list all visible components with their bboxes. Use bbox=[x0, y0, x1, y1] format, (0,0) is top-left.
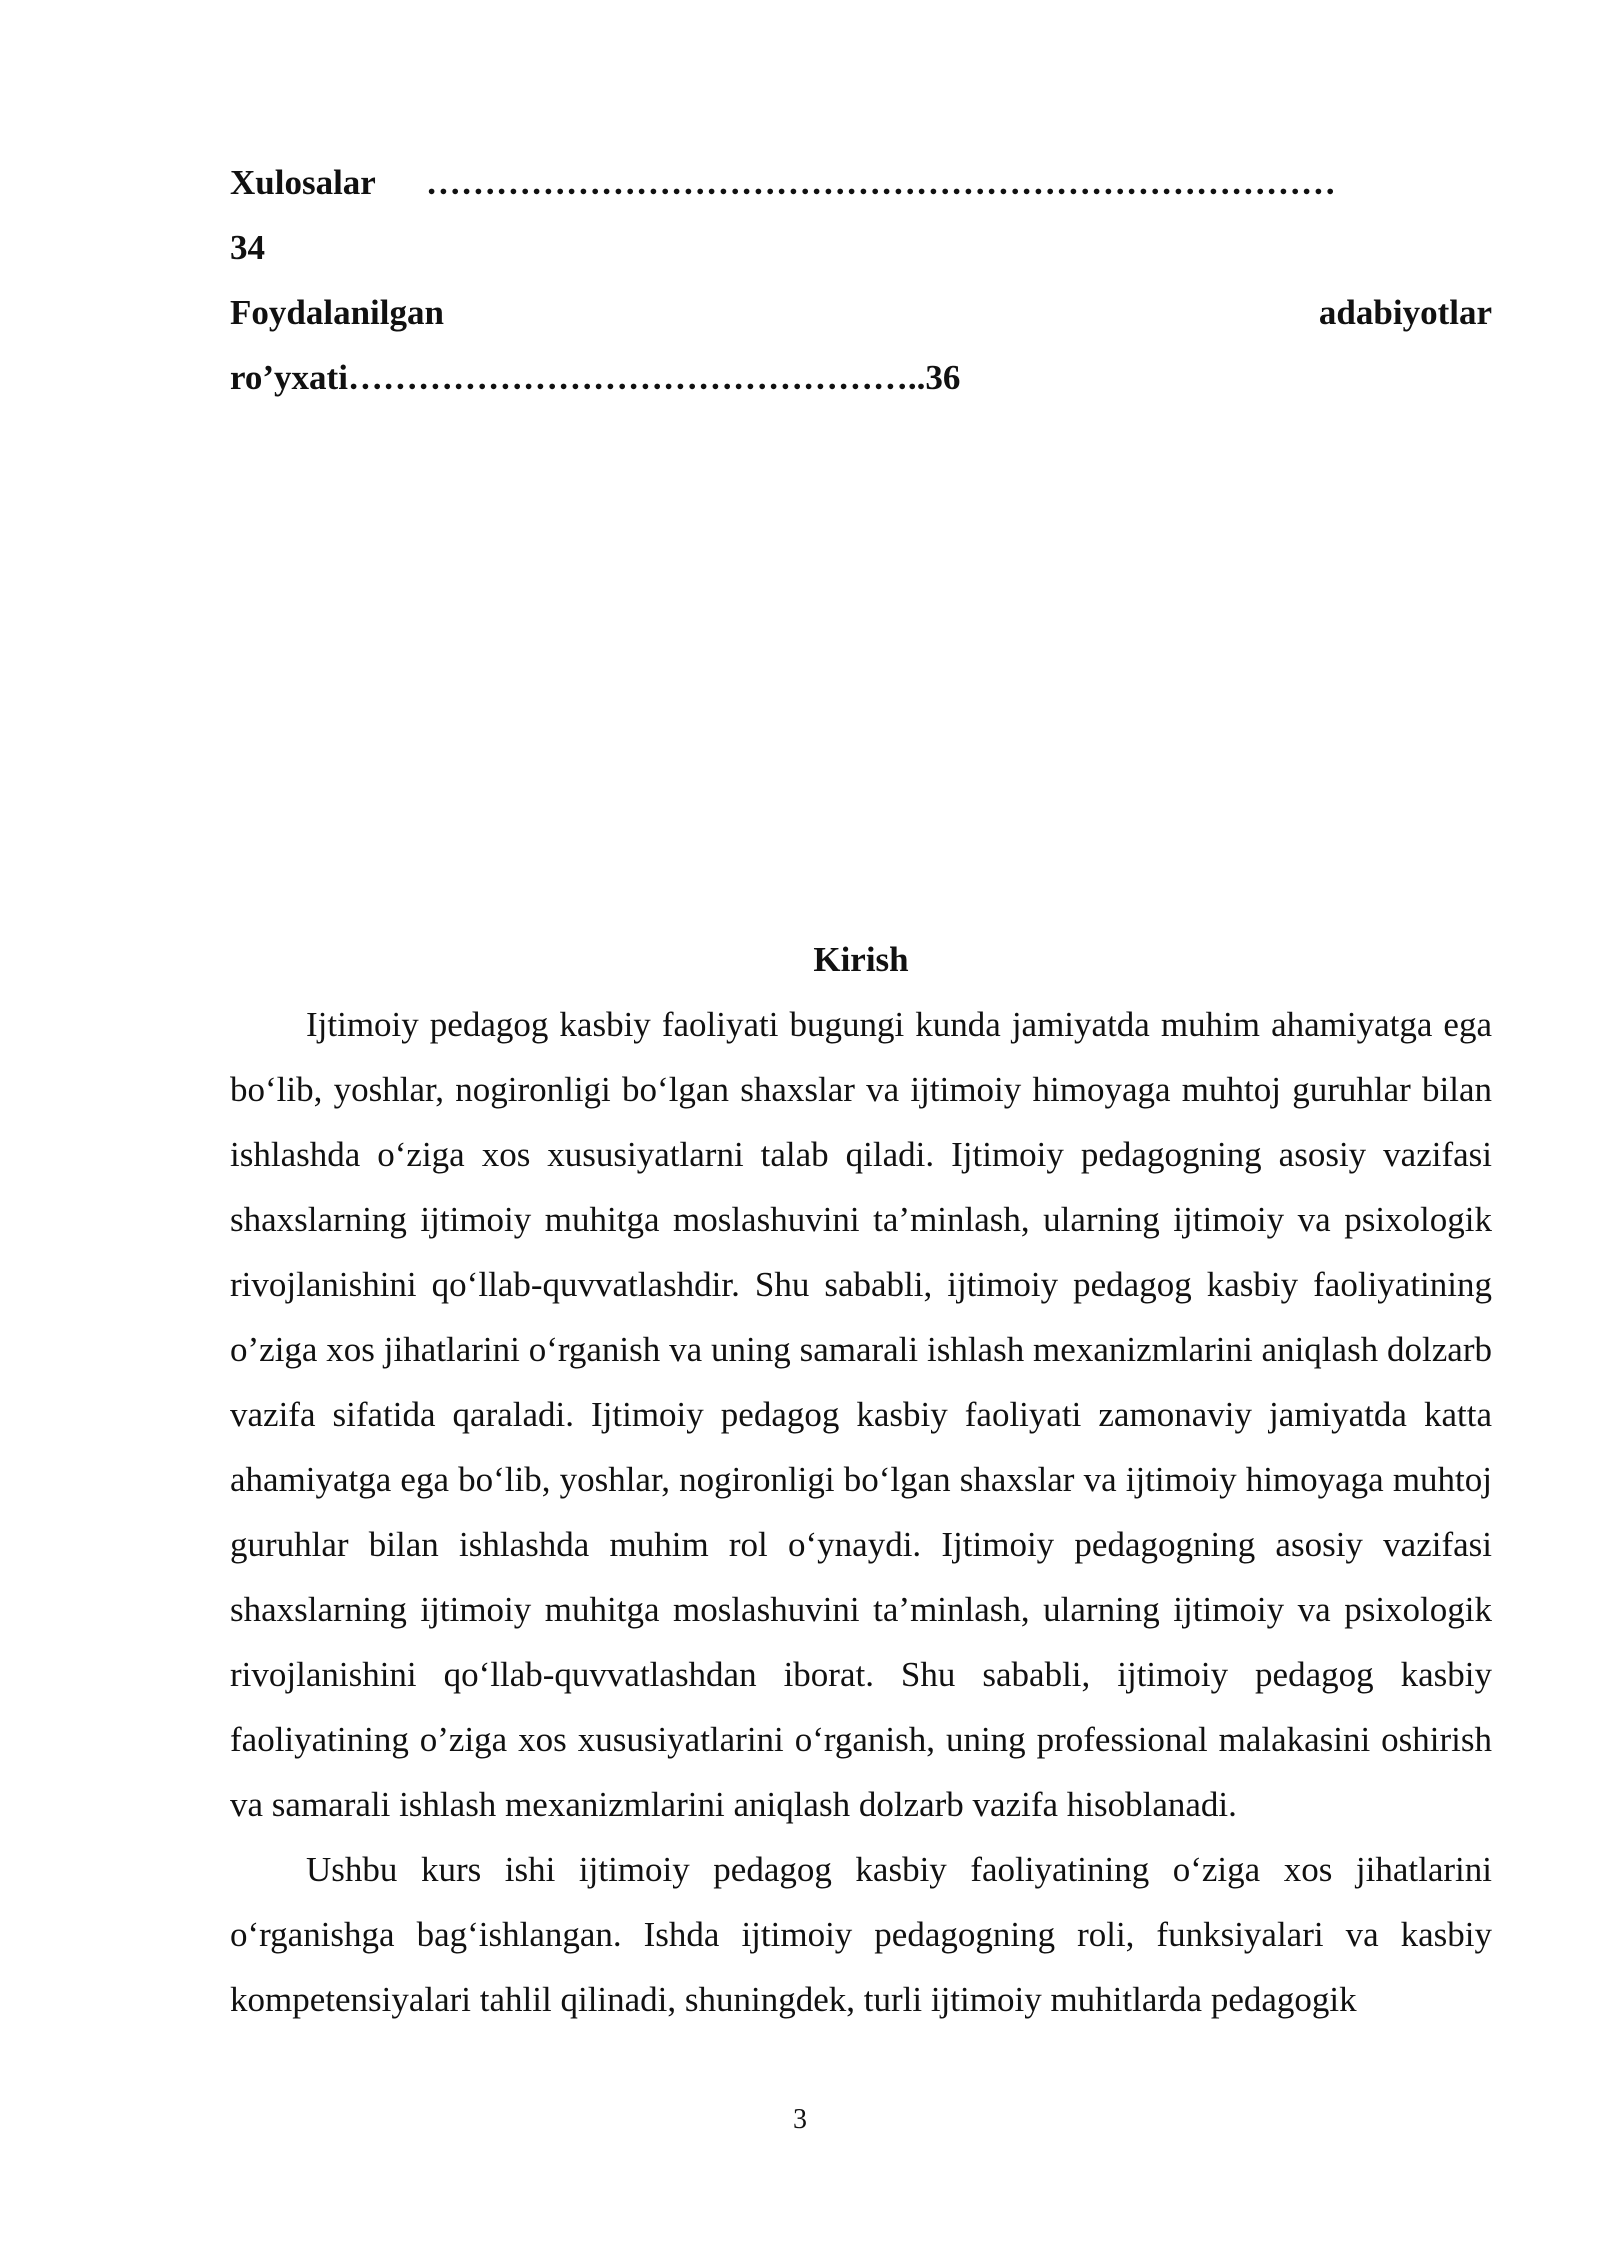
toc-conclusions-leader-dots: …………………………………………………………………… bbox=[425, 163, 1336, 202]
toc-references-continuation: ro’yxati…………………………………………..36 bbox=[230, 358, 961, 397]
section-heading: Kirish bbox=[813, 940, 909, 979]
paragraph: Ijtimoiy pedagog kasbiy faoliyati bugungi kunda jamiyatda muhim ahamiyatga ega bo‘lib, yoshlar, nogironligi bo‘lgan shaxslar va ijtimoiy himoyaga muhtoj guruhlar bilan ishlashda o‘ziga xos xususiyatlarni talab qiladi. Ijtimoiy pedagogning asosiy vazifasi shaxslarning ijtimoiy muhitga moslashuvini ta’minlash, ularning ijtimoiy va psixologik rivojlanishini qo‘llab-quvvatlashdir. Shu sababli, ijtimoiy pedagog kasbiy faoliyatining o’ziga xos jihatlarini o‘rganish va uning samarali ishlash mexanizmlarini aniqlash dolzarb vazifa sifatida qaraladi. Ijtimoiy pedagog kasbiy faoliyati zamonaviy jamiyatda katta ahamiyatga ega bo‘lib, yoshlar, nogironligi bo‘lgan shaxslar va ijtimoiy himoyaga muhtoj guruhlar bilan ishlashda muhim rol o‘ynaydi. Ijtimoiy pedagogning asosiy vazifasi shaxslarning ijtimoiy muhitga moslashuvini ta’minlash, ularning ijtimoiy va psixologik rivojlanishini qo‘llab-quvvatlashdan iborat. Shu sababli, ijtimoiy pedagog kasbiy faoliyatining o’ziga xos xususiyatlarini o‘rganish, uning professional malakasini oshirish va samarali ishlash mexanizmlarini aniqlash dolzarb vazifa hisoblanadi. bbox=[230, 1005, 1492, 1824]
toc-conclusions-label: Xulosalar bbox=[230, 163, 376, 202]
body-text bbox=[230, 992, 1492, 2032]
paragraph: Ushbu kurs ishi ijtimoiy pedagog kasbiy faoliyatining o‘ziga xos jihatlarini o‘rganishga bag‘ishlangan. Ishda ijtimoiy pedagogning roli, funksiyalari va kasbiy kompetensiyalari tahlil qilinadi, shuningdek, turli ijtimoiy muhitlarda pedagogik bbox=[230, 1850, 1492, 2019]
toc-entry-references bbox=[230, 280, 1492, 345]
table-of-contents bbox=[230, 150, 1492, 410]
toc-references-word2: adabiyotlar bbox=[1318, 293, 1492, 332]
page-number: 3 bbox=[793, 2104, 807, 2135]
toc-references-word1: Foydalanilgan bbox=[230, 293, 444, 332]
toc-references-line2 bbox=[230, 345, 1492, 410]
toc-entry-conclusions bbox=[230, 150, 1492, 215]
toc-conclusions-page: 34 bbox=[230, 228, 265, 267]
toc-conclusions-page-line bbox=[230, 215, 1492, 280]
